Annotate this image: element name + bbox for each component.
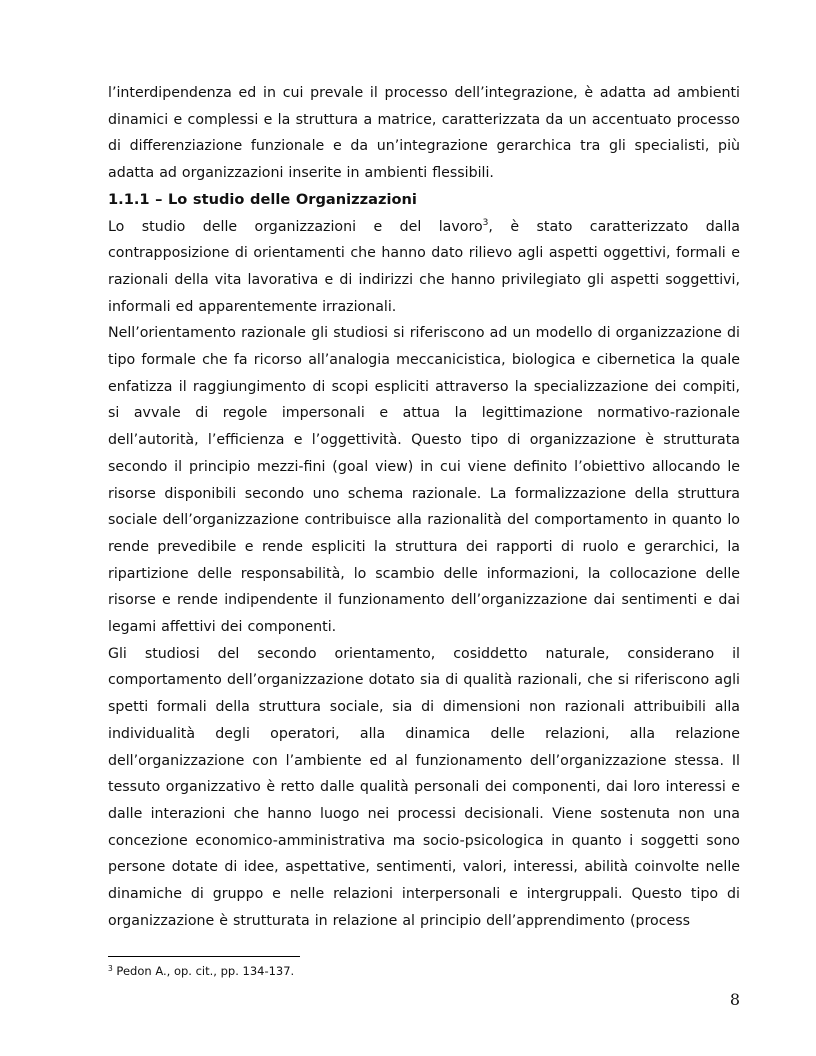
paragraph-study-of-organizations — [108, 214, 740, 321]
paragraph-continuation: l’interdipendenza ed in cui prevale il processo dell’integrazione, è adatta ad ambienti dinamici e complessi e la struttura a matrice, caratterizzata da un accentuato processo di differenziazione funzionale e da un’integrazione gerarchica tra gli specialisti, più adatta ad organizzazioni inserite in ambienti flessibili. — [108, 85, 740, 182]
section-heading: 1.1.1 – Lo studio delle Organizzazioni — [108, 190, 417, 208]
body-text — [108, 80, 740, 935]
page-number: 8 — [729, 990, 740, 1009]
footnote-divider — [108, 956, 300, 957]
footnote-text: Pedon A., op. cit., pp. 134-137. — [112, 964, 295, 978]
paragraph-text-end: , è stato caratterizzato dalla contrapposizione di orientamenti che hanno dato rilievo agli aspetti oggettivi, formali e razionali della vita lavorativa e di indirizzi che hanno privilegiato gli aspetti soggettivi, informali ed apparentemente irrazionali. — [108, 218, 740, 315]
paragraph-rational-orientation: Nell’orientamento razionale gli studiosi si riferiscono ad un modello di organizzazione di tipo formale che fa ricorso all’analogia meccanicistica, biologica e cibernetica la quale enfatizza il raggiungimento di scopi espliciti attraverso la specializzazione dei compiti, si avvale di regole impersonali e attua la legittimazione normativo-razionale dell’autorità, l’efficienza e l’oggettività. Questo tipo di organizzazione è strutturata secondo il principio mezzi-fini (goal view) in cui viene definito l’obiettivo allocando le risorse disponibili secondo uno schema razionale. La formalizzazione della struttura sociale dell’organizzazione contribuisce alla razionalità del comportamento in quanto lo rende prevedibile e rende espliciti la struttura dei rapporti di ruolo e gerarchici, la ripartizione delle responsabilità, lo scambio delle informazioni, la collocazione delle risorse e rende indipendente il funzionamento dell’organizzazione dai sentimenti e dai legami affettivi dei componenti. — [108, 325, 740, 636]
footnote — [108, 964, 740, 978]
paragraph-text-start: Lo studio delle organizzazioni e del lavoro — [108, 218, 483, 235]
footnote-marker: 3 — [108, 964, 113, 973]
paragraph-natural-orientation: Gli studiosi del secondo orientamento, cosiddetto naturale, considerano il comportamento dell’organizzazione dotato sia di qualità razionali, che si riferiscono agli spetti formali della struttura sociale, sia di dimensioni non razionali attribuibili alla individualità degli operatori, alla dinamica delle relazioni, alla relazione dell’organizzazione con l’ambiente ed al funzionamento dell’organizzazione stessa. Il tessuto organizzativo è retto dalle qualità personali dei componenti, dai loro interessi e dalle interazioni che hanno luogo nei processi decisionali. Viene sostenuta non una concezione economico-amministrativa ma socio-psicologica in quanto i soggetti sono persone dotate di idee, aspettative, sentimenti, valori, interessi, abilità coinvolte nelle dinamiche di gruppo e nelle relazioni interpersonali e intergruppali. Questo tipo di organizzazione è strutturata in relazione al principio dell’apprendimento (process — [108, 645, 740, 929]
footnote-reference[interactable]: 3 — [482, 217, 489, 228]
